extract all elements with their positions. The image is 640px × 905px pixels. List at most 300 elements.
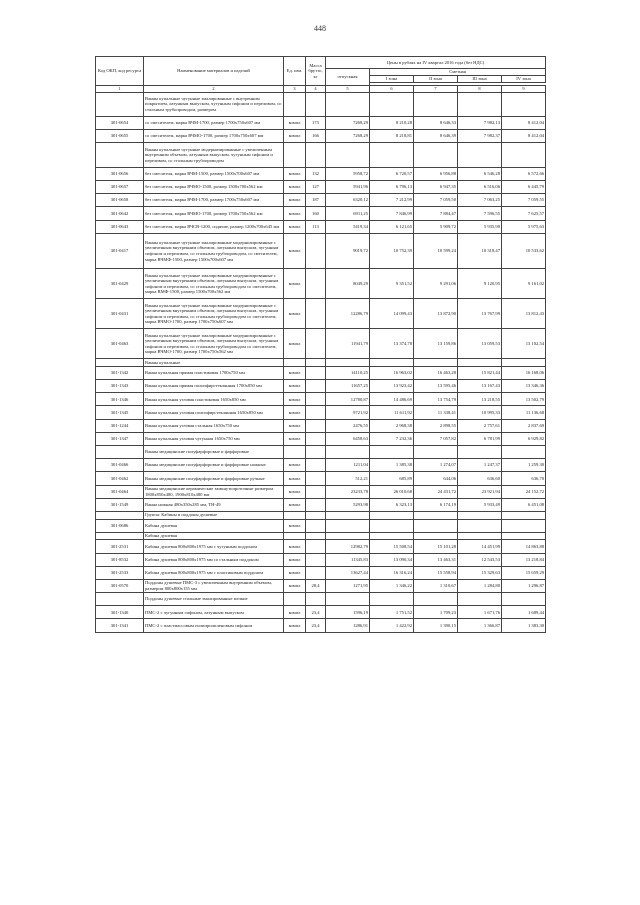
row-zone-2-price: 13 872,90 [414, 299, 458, 329]
empty-cell [284, 92, 306, 116]
row-code: 301-0417 [96, 233, 144, 269]
row-mass [306, 553, 326, 566]
row-unit: компл [284, 519, 306, 532]
header-zone-4: IV зона [502, 76, 546, 83]
row-mass [306, 498, 326, 511]
table-row [96, 472, 546, 485]
row-zone-3-price: 6 546,28 [458, 167, 502, 180]
row-zone-2-price: 13 754,79 [414, 393, 458, 406]
row-zone-1-price: 13 923,42 [370, 380, 414, 393]
row-zone-4-price: 13 502,79 [502, 393, 546, 406]
row-zone-3-price: 12 543,53 [458, 553, 502, 566]
table-row [96, 167, 546, 180]
row-mass: 23,4 [306, 619, 326, 632]
empty-cell [306, 359, 326, 367]
header-estimate: Сметная [370, 69, 546, 76]
row-retail-price: 5941,96 [326, 180, 370, 193]
empty-cell [326, 92, 370, 116]
row-name: со смесителем, марка ВЧМ-1700, размер 1700х750х607 мм [144, 116, 284, 129]
row-mass: 28,4 [306, 579, 326, 592]
row-retail-price: 1596,19 [326, 606, 370, 619]
empty-cell [306, 532, 326, 540]
section-row [96, 143, 546, 167]
row-name: Ванны купальные чугунные эмалированные модернизированные с увеличенным внутренним объемом, латунным выпуском, чугунным сифоном и переливом, со стальным трубопроводом со смесителем, марка ВЧМО-1700, размер 1700х750х562 мм [144, 329, 284, 359]
row-zone-1-price: 8 210,28 [370, 116, 414, 129]
row-zone-3-price: 6 781,99 [458, 432, 502, 445]
row-code: 301-0466 [96, 459, 144, 472]
row-retail-price: 9019,72 [326, 233, 370, 269]
page-number: 448 [314, 24, 326, 33]
row-zone-4-price: 6 451,08 [502, 498, 546, 511]
price-table [95, 56, 546, 633]
table-row [96, 393, 546, 406]
row-zone-4-price: 13 102,54 [502, 329, 546, 359]
empty-cell [414, 359, 458, 367]
header-price-group: Цены в рублях на IV квартал 2016 года (без НДС) [326, 57, 546, 69]
empty-cell [306, 143, 326, 167]
row-mass: 23,4 [306, 606, 326, 619]
empty-cell [284, 593, 306, 606]
row-zone-3-price: 1 671,76 [458, 606, 502, 619]
row-zone-1-price: 10 752,39 [370, 233, 414, 269]
row-code: 301-0642 [96, 207, 144, 220]
row-code-empty [96, 532, 144, 540]
row-zone-2-price: 8 646,39 [414, 130, 458, 143]
row-code: 301-1342 [96, 366, 144, 379]
row-zone-2-price: 1 390,15 [414, 619, 458, 632]
row-code-empty [96, 593, 144, 606]
row-mass [306, 366, 326, 379]
section-title: Кабина душевая [144, 532, 284, 540]
row-name: со смесителем, марка ВЧМО-1700, размер 1700х750х607 мм [144, 130, 284, 143]
row-name: Ванна купальная прямая полиэфирстеклянная 1700х850 мм [144, 380, 284, 393]
row-mass [306, 432, 326, 445]
row-name: Ванны купальные чугунные эмалированные модернизированные с увеличенным внутренним объемом, латунным выпуском, чугунным сифоном и переливом, со стальным трубопроводом со смесителем, марка ВЧМО-1700, размер 1700х750х607 мм [144, 299, 284, 329]
row-zone-3-price: 13 218,55 [458, 393, 502, 406]
table-body [96, 92, 546, 632]
row-unit: компл [284, 606, 306, 619]
row-name: Кабина душевая 800х800х1975 мм с чугунным поддоном [144, 540, 284, 553]
row-zone-3-price [458, 519, 502, 532]
row-retail-price [326, 519, 370, 532]
empty-cell [502, 143, 546, 167]
row-unit: компл [284, 130, 306, 143]
row-retail-price: 5419,34 [326, 220, 370, 233]
header-unit: Ед. изм. [284, 57, 306, 86]
row-name: Ванна купальная угловая стальная 1650х750 мм [144, 419, 284, 432]
row-zone-1-price: 6 323,13 [370, 498, 414, 511]
column-index-row [96, 86, 546, 93]
row-zone-2-price: 9 291,06 [414, 269, 458, 299]
row-code: 301-0464 [96, 485, 144, 498]
row-mass: 113 [306, 220, 326, 233]
empty-cell [370, 359, 414, 367]
empty-cell [370, 92, 414, 116]
row-zone-1-price: 9 351,52 [370, 269, 414, 299]
empty-cell [326, 446, 370, 459]
row-mass [306, 459, 326, 472]
empty-cell [306, 511, 326, 519]
row-zone-2-price: 1 709,23 [414, 606, 458, 619]
empty-cell [326, 143, 370, 167]
empty-cell [414, 511, 458, 519]
row-zone-2-price: 13 159,86 [414, 329, 458, 359]
row-zone-2-price: 8 646,33 [414, 116, 458, 129]
row-code-empty [96, 359, 144, 367]
row-mass [306, 269, 326, 299]
row-code: 301-0570 [96, 579, 144, 592]
row-code: 301-0643 [96, 220, 144, 233]
header-mass: Масса брутто, кг [306, 57, 326, 86]
table-row [96, 485, 546, 498]
row-zone-2-price: 6 947,35 [414, 180, 458, 193]
row-zone-2-price: 7 059,50 [414, 194, 458, 207]
row-mass [306, 519, 326, 532]
empty-cell [284, 446, 306, 459]
empty-cell [458, 359, 502, 367]
row-unit: компл [284, 406, 306, 419]
column-index: 3 [284, 86, 306, 93]
empty-cell [326, 593, 370, 606]
row-zone-4-price: 1 296,87 [502, 579, 546, 592]
row-unit: компл [284, 498, 306, 511]
empty-cell [502, 593, 546, 606]
table-row [96, 380, 546, 393]
row-retail-price: 13627,44 [326, 566, 370, 579]
row-code: 301-0656 [96, 167, 144, 180]
row-mass [306, 329, 326, 359]
empty-cell [458, 511, 502, 519]
header-zone-1: I зона [370, 76, 414, 83]
empty-cell [284, 359, 306, 367]
table-row [96, 432, 546, 445]
empty-cell [458, 593, 502, 606]
row-name: без смесителя, марка ВЧМО-1500, размер 1500х700х562 мм [144, 180, 284, 193]
row-mass [306, 380, 326, 393]
row-code: 301-1244 [96, 419, 144, 432]
empty-cell [458, 446, 502, 459]
row-zone-2-price [414, 519, 458, 532]
row-retail-price: 11345,83 [326, 553, 370, 566]
row-code: 301-1340 [96, 606, 144, 619]
row-unit: компл [284, 579, 306, 592]
row-zone-4-price: 14 863,88 [502, 540, 546, 553]
row-unit: компл [284, 472, 306, 485]
row-zone-2-price: 10 599,24 [414, 233, 458, 269]
empty-cell [284, 143, 306, 167]
row-code: 301-2531 [96, 540, 144, 553]
group-title: Группа: Кабины и поддоны душевые [144, 511, 284, 519]
row-zone-4-price: 2 837,69 [502, 419, 546, 432]
row-name: ПМС-2 с чугунным сифоном, латунным выпуском [144, 606, 284, 619]
row-retail-price: 23233,78 [326, 485, 370, 498]
row-mass [306, 419, 326, 432]
empty-cell [284, 511, 306, 519]
row-retail-price: 7268,29 [326, 130, 370, 143]
section-row [96, 92, 546, 116]
row-unit: компл [284, 180, 306, 193]
row-unit: компл [284, 167, 306, 180]
column-index: 2 [144, 86, 284, 93]
table-row [96, 207, 546, 220]
row-zone-3-price: 7 596,55 [458, 207, 502, 220]
row-retail-price: 11657,25 [326, 380, 370, 393]
row-zone-1-price: 1 422,92 [370, 619, 414, 632]
row-zone-3-price: 13 767,99 [458, 299, 502, 329]
row-code: 301-1345 [96, 406, 144, 419]
row-unit: компл [284, 220, 306, 233]
row-retail-price: 1211,04 [326, 459, 370, 472]
row-code: 301-1341 [96, 619, 144, 632]
row-zone-1-price: 685,89 [370, 472, 414, 485]
row-mass [306, 472, 326, 485]
row-code: 301-0655 [96, 130, 144, 143]
column-index: 4 [306, 86, 326, 93]
row-unit: компл [284, 329, 306, 359]
row-zone-4-price: 8 412,04 [502, 116, 546, 129]
empty-cell [502, 92, 546, 116]
row-code: 301-0431 [96, 299, 144, 329]
row-mass: 173 [306, 116, 326, 129]
row-zone-2-price: 24 431,72 [414, 485, 458, 498]
row-code: 301-0429 [96, 269, 144, 299]
empty-cell [306, 92, 326, 116]
row-mass [306, 233, 326, 269]
row-zone-2-price: 13 595,46 [414, 380, 458, 393]
row-mass [306, 566, 326, 579]
row-zone-1-price: 14 099,43 [370, 299, 414, 329]
table-row [96, 619, 546, 632]
row-zone-3-price: 14 451,99 [458, 540, 502, 553]
row-zone-4-price: 7 625,57 [502, 207, 546, 220]
row-zone-3-price: 1 247,37 [458, 459, 502, 472]
section-row [96, 446, 546, 459]
empty-cell [502, 446, 546, 459]
row-name: без смесителя, марка ВЧСВ-1200, сидячие, размер 1200х700х645 мм [144, 220, 284, 233]
header-retail: отпускная [326, 69, 370, 86]
row-zone-4-price: 6 929,82 [502, 432, 546, 445]
column-index: 7 [414, 86, 458, 93]
row-unit: компл [284, 366, 306, 379]
row-zone-2-price: 2 898,55 [414, 419, 458, 432]
row-zone-2-price: 1 274,07 [414, 459, 458, 472]
row-zone-4-price: 5 975,63 [502, 220, 546, 233]
row-name: Кабина душевая [144, 519, 284, 532]
row-unit: компл [284, 553, 306, 566]
row-zone-2-price: 15 558,94 [414, 566, 458, 579]
row-zone-3-price: 1 366,87 [458, 619, 502, 632]
table-row [96, 116, 546, 129]
row-zone-4-price: 1 383,30 [502, 619, 546, 632]
row-retail-price: 6458,63 [326, 432, 370, 445]
row-zone-3-price: 1 284,80 [458, 579, 502, 592]
row-mass [306, 485, 326, 498]
column-index: 1 [96, 86, 144, 93]
table-row [96, 553, 546, 566]
row-zone-1-price: 6 796,13 [370, 180, 414, 193]
row-code: 301-0463 [96, 329, 144, 359]
row-code: 301-0462 [96, 472, 144, 485]
row-code: 301-0657 [96, 180, 144, 193]
row-zone-1-price: 2 968,38 [370, 419, 414, 432]
row-retail-price: 12982,79 [326, 540, 370, 553]
row-code: 301-0686 [96, 519, 144, 532]
row-code-empty [96, 446, 144, 459]
row-name: без смесителя, марка ВЧМ-1700, размер 1700х750х607 мм [144, 194, 284, 207]
empty-cell [370, 511, 414, 519]
row-zone-3-price: 15 329,63 [458, 566, 502, 579]
row-mass: 127 [306, 180, 326, 193]
empty-cell [284, 532, 306, 540]
row-zone-4-price: 13 218,84 [502, 553, 546, 566]
row-unit: компл [284, 393, 306, 406]
row-zone-3-price: 2 757,61 [458, 419, 502, 432]
row-zone-4-price: 9 161,02 [502, 269, 546, 299]
empty-cell [414, 446, 458, 459]
row-retail-price: 12780,87 [326, 393, 370, 406]
row-unit: компл [284, 233, 306, 269]
section-title: Ванны купальные чугунные эмалированные с внутренним покрытием, латунным выпуском, чугунным сифоном и переливом, со стальным трубопроводом, размером [144, 92, 284, 116]
row-code-empty [96, 511, 144, 519]
row-mass [306, 393, 326, 406]
row-unit: компл [284, 485, 306, 498]
row-retail-price: 12286,79 [326, 299, 370, 329]
row-name: без смесителя, марка ВЧМ-1500, размер 1500х700х607 мм [144, 167, 284, 180]
row-zone-2-price: 6 956,88 [414, 167, 458, 180]
table-row [96, 180, 546, 193]
row-zone-3-price: 13 167,43 [458, 380, 502, 393]
row-unit: компл [284, 540, 306, 553]
row-zone-1-price: 1 751,52 [370, 606, 414, 619]
row-zone-3-price: 7 982,37 [458, 130, 502, 143]
row-retail-price: 2476,55 [326, 419, 370, 432]
empty-cell [502, 359, 546, 367]
row-zone-1-price: 7 232,36 [370, 432, 414, 445]
row-zone-3-price: 636,60 [458, 472, 502, 485]
row-zone-2-price: 16 463,28 [414, 366, 458, 379]
row-zone-4-price [502, 519, 546, 532]
row-unit: компл [284, 269, 306, 299]
row-unit: компл [284, 380, 306, 393]
row-retail-price: 14110,25 [326, 366, 370, 379]
row-retail-price: 6320,12 [326, 194, 370, 207]
empty-cell [370, 143, 414, 167]
row-mass: 160 [306, 207, 326, 220]
table-row [96, 459, 546, 472]
empty-cell [306, 593, 326, 606]
row-code: 301-1347 [96, 432, 144, 445]
row-name: Ванна купальная прямая пластиковая 1700х750 мм [144, 366, 284, 379]
column-index: 9 [502, 86, 546, 93]
row-name: ПМС-2 с пластмассовым полипропиленовым сифоном [144, 619, 284, 632]
row-mass [306, 406, 326, 419]
empty-cell [502, 511, 546, 519]
row-retail-price: 512,21 [326, 472, 370, 485]
empty-cell [370, 446, 414, 459]
section-row [96, 593, 546, 606]
row-retail-price: 11941,79 [326, 329, 370, 359]
row-zone-2-price: 6 174,19 [414, 498, 458, 511]
row-name: Ванны купальные чугунные эмалированные модернизированные с увеличенным внутренним объемом, латунным выпуском, чугунным сифоном и переливом, со стальным трубопроводом со смесителем, марка ВМФ-1500, размер 1500х700х562 мм [144, 269, 284, 299]
row-retail-price: 1271,95 [326, 579, 370, 592]
table-row [96, 566, 546, 579]
column-index: 8 [458, 86, 502, 93]
row-unit: компл [284, 299, 306, 329]
row-name: Ванны купальные чугунные эмалированные модернизированные с увеличенным внутренним объемом, латунным выпуском, чугунным сифоном и переливом, со стальным трубопроводом, со смесителем, марка ВЧМФ-1500, размер 1500х700х607 мм [144, 233, 284, 269]
row-zone-2-price: 7 057,82 [414, 432, 458, 445]
row-retail-price: 6911,25 [326, 207, 370, 220]
row-unit: компл [284, 566, 306, 579]
row-retail-price: 8049,29 [326, 269, 370, 299]
row-code: 301-1549 [96, 498, 144, 511]
row-name: Ванны медицинские керамические замкнутопроточные размером 1800х850х480, 1900х810х480 мм [144, 485, 284, 498]
empty-cell [458, 532, 502, 540]
empty-cell [326, 359, 370, 367]
table-row [96, 419, 546, 432]
row-zone-4-price: 13 812,43 [502, 299, 546, 329]
row-retail-price: 1286,91 [326, 619, 370, 632]
empty-cell [414, 532, 458, 540]
row-code: 301-0654 [96, 116, 144, 129]
row-zone-1-price: 15 508,54 [370, 540, 414, 553]
row-zone-4-price: 11 136,68 [502, 406, 546, 419]
row-zone-2-price: 1 310,67 [414, 579, 458, 592]
table-row [96, 579, 546, 592]
header-code: Код ОКП, код ресурса [96, 57, 144, 86]
row-name: Кабина душевая 800х800х1975 мм со стальным поддоном [144, 553, 284, 566]
row-unit: компл [284, 619, 306, 632]
row-zone-3-price: 15 821,44 [458, 366, 502, 379]
table-row [96, 329, 546, 359]
empty-cell [326, 511, 370, 519]
row-name: Ванны медицинские полуфарфоровые и фарфоровые ручные [144, 472, 284, 485]
row-zone-1-price: 7 846,99 [370, 207, 414, 220]
row-zone-1-price: 7 212,99 [370, 194, 414, 207]
row-zone-2-price: 13 463,31 [414, 553, 458, 566]
row-name: Поддоны душевые ПМС-3 с увеличенным внутренним объемом, размером 800х800х155 мм [144, 579, 284, 592]
table-row [96, 130, 546, 143]
row-unit: компл [284, 459, 306, 472]
row-zone-4-price: 6 445,79 [502, 180, 546, 193]
section-row [96, 359, 546, 367]
row-zone-1-price: 16 316,24 [370, 566, 414, 579]
column-index: 5 [326, 86, 370, 93]
row-code: 301-2533 [96, 566, 144, 579]
row-zone-3-price: 9 120,95 [458, 269, 502, 299]
row-zone-4-price: 6 572,66 [502, 167, 546, 180]
row-unit: компл [284, 419, 306, 432]
row-name: Ванны медицинские полуфарфоровые и фарфоровые ножные [144, 459, 284, 472]
table-row [96, 498, 546, 511]
row-zone-1-price: 26 010,68 [370, 485, 414, 498]
table-row [96, 406, 546, 419]
row-zone-3-price: 6 516,06 [458, 180, 502, 193]
empty-cell [370, 593, 414, 606]
row-zone-2-price: 7 884,47 [414, 207, 458, 220]
row-zone-3-price: 5 935,90 [458, 220, 502, 233]
row-zone-2-price: 644,06 [414, 472, 458, 485]
row-zone-1-price: 13 090,34 [370, 553, 414, 566]
row-unit: компл [284, 432, 306, 445]
row-name: Кабина душевая 800х800х1975 мм с пластиковым поддоном [144, 566, 284, 579]
row-zone-2-price: 15 101,28 [414, 540, 458, 553]
header-zone-2: II зона [414, 76, 458, 83]
row-retail-price: 7268,29 [326, 116, 370, 129]
row-mass: 132 [306, 167, 326, 180]
row-unit: компл [284, 207, 306, 220]
row-zone-4-price: 16 168,06 [502, 366, 546, 379]
row-retail-price: 5958,72 [326, 167, 370, 180]
